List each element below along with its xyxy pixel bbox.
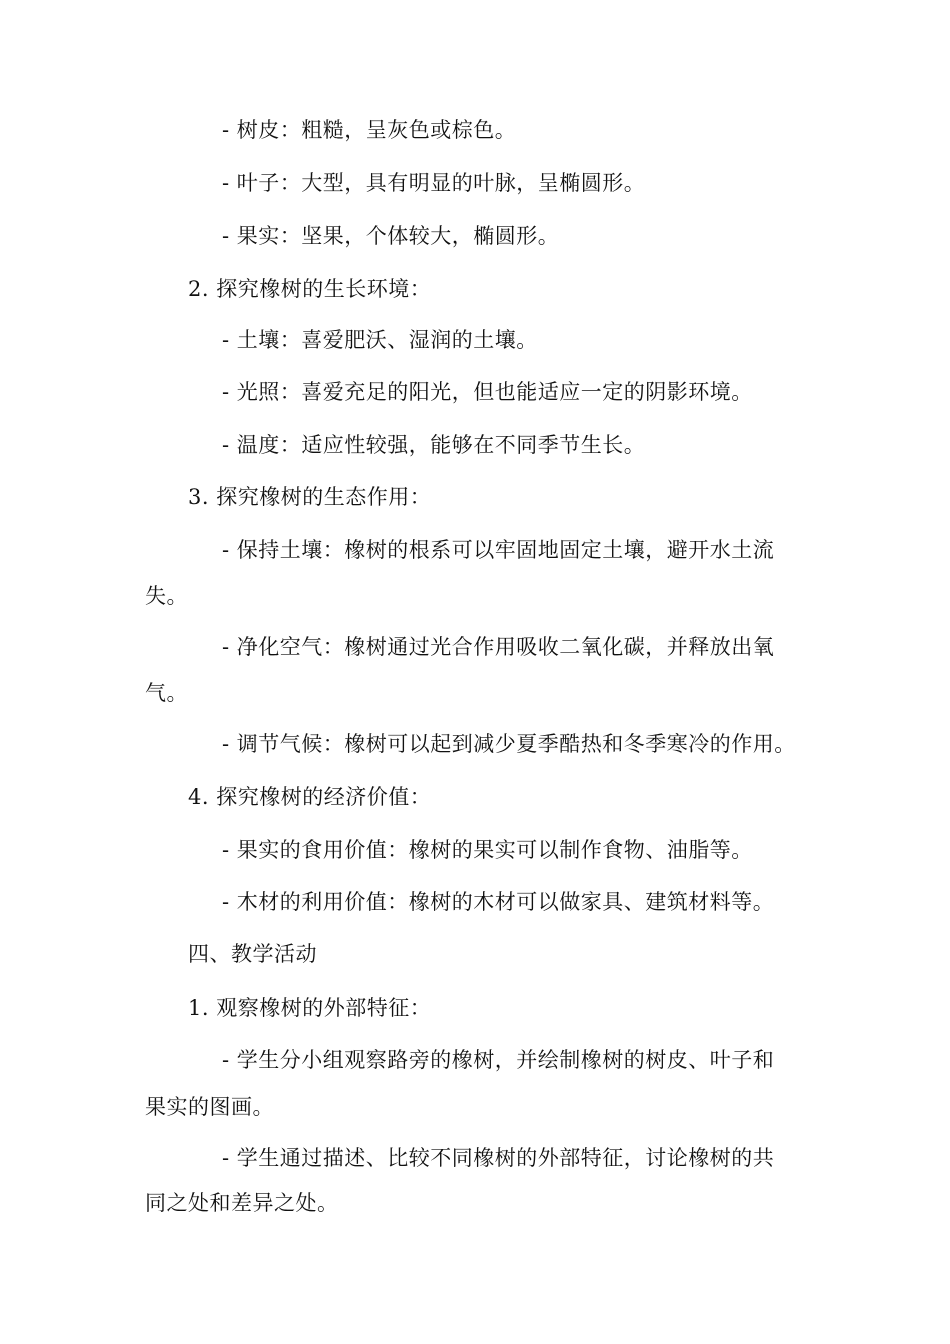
list-heading: 4. 探究橡树的经济价值：: [188, 785, 432, 809]
text-line: - 树皮：粗糙，呈灰色或棕色。: [222, 118, 517, 142]
text-line: - 学生通过描述、比较不同橡树的外部特征，讨论橡树的共: [222, 1146, 775, 1170]
text-line: - 调节气候：橡树可以起到减少夏季酷热和冬季寒冷的作用。: [222, 732, 796, 756]
text-line: - 果实：坚果，个体较大，椭圆形。: [222, 224, 560, 248]
text-line: - 学生分小组观察路旁的橡树，并绘制橡树的树皮、叶子和: [222, 1048, 775, 1072]
text-line: - 温度：适应性较强，能够在不同季节生长。: [222, 433, 646, 457]
text-line: - 光照：喜爱充足的阳光，但也能适应一定的阴影环境。: [222, 380, 753, 404]
text-line: - 叶子：大型，具有明显的叶脉，呈椭圆形。: [222, 171, 646, 195]
text-line: - 保持土壤：橡树的根系可以牢固地固定土壤，避开水土流: [222, 538, 775, 562]
text-line: - 果实的食用价值：橡树的果实可以制作食物、油脂等。: [222, 838, 753, 862]
text-line-continuation: 气。: [145, 681, 188, 705]
text-line-continuation: 果实的图画。: [145, 1095, 274, 1119]
list-heading: 2. 探究橡树的生长环境：: [188, 277, 432, 301]
text-line: - 净化空气：橡树通过光合作用吸收二氧化碳，并释放出氧: [222, 635, 775, 659]
text-line: - 土壤：喜爱肥沃、湿润的土壤。: [222, 328, 538, 352]
text-line-continuation: 失。: [145, 584, 188, 608]
text-line: - 木材的利用价值：橡树的木材可以做家具、建筑材料等。: [222, 890, 775, 914]
list-heading: 3. 探究橡树的生态作用：: [188, 485, 432, 509]
list-heading: 1. 观察橡树的外部特征：: [188, 996, 432, 1020]
section-heading: 四、教学活动: [188, 942, 317, 966]
text-line-continuation: 同之处和差异之处。: [145, 1191, 339, 1215]
